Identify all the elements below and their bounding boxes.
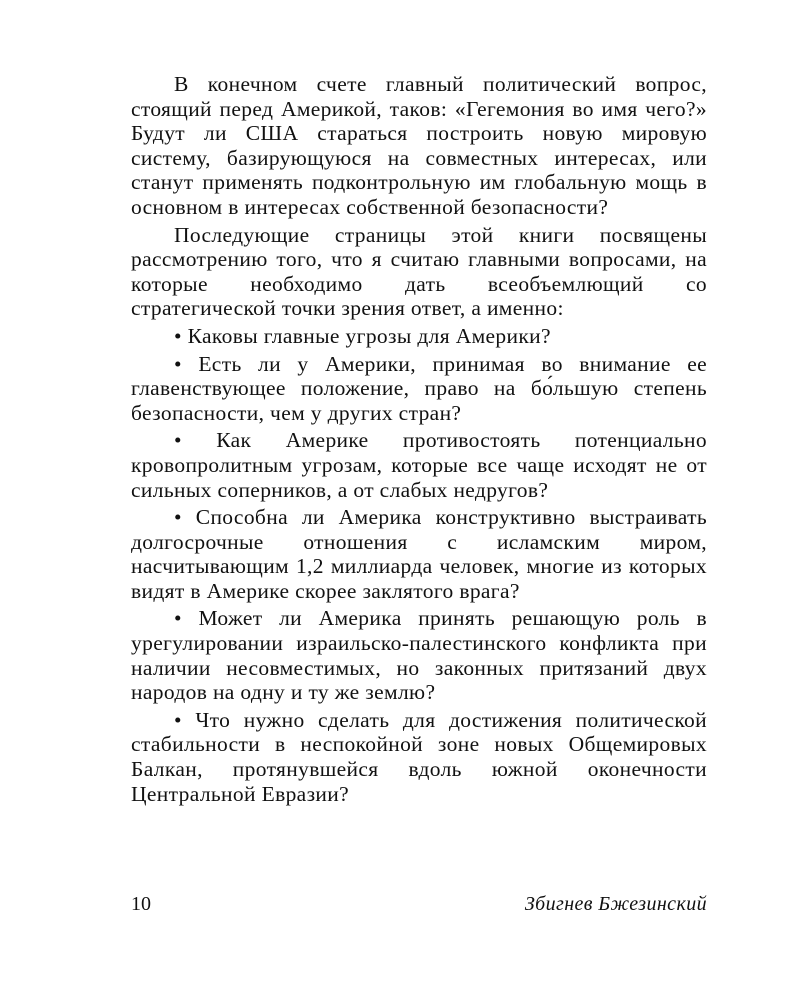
bullet-security-right: • Есть ли у Америки, принимая во внимание ее главенствующее положение, право на бо́льшую степень безопасности, чем у других стран? xyxy=(131,351,707,425)
bullet-main-threats: • Каковы главные угрозы для Америки? xyxy=(174,323,551,348)
page-number: 10 xyxy=(131,893,151,915)
paragraph-book-intro: Последующие страницы этой книги посвящены рассмотрению того, что я считаю главными вопросами, на которые необходимо дать всеобъемлющий со стратегической точки зрения ответ, а именно: xyxy=(131,222,707,321)
bullet-israel-palestine: • Может ли Америка принять решающую роль в урегулировании израильско-палестинского конфликта при наличии несовместимых, но законных притязаний двух народов на одну и ту же землю? xyxy=(131,606,707,705)
page-footer xyxy=(131,893,707,916)
bullet-islamic-world: • Способна ли Америка конструктивно выстраивать долгосрочные отношения с исламским миром, насчитывающим 1,2 миллиарда человек, многие из которых видят в Америке скорее заклятого врага? xyxy=(131,505,707,603)
bullet-weak-adversaries: • Как Америке противостоять потенциально кровопролитным угрозам, которые все чаще исходят не от сильных соперников, а от слабых недругов? xyxy=(131,428,707,502)
paragraph-hegemony-question: В конечном счете главный политический вопрос, стоящий перед Америкой, таков: «Гегемония во имя чего?» Будут ли США стараться построить новую мировую систему, базирующуюся на совместных интересах, или станут применять подконтрольную им глобальную мощь в основном в интересах собственной безопасности? xyxy=(131,72,707,219)
running-author: Збигнев Бжезинский xyxy=(524,893,707,915)
bullet-global-balkans: • Что нужно сделать для достижения политической стабильности в неспокойной зоне новых Общемировых Балкан, протянувшейся вдоль южной оконечности Центральной Евразии? xyxy=(131,707,707,806)
page-body xyxy=(131,72,707,809)
